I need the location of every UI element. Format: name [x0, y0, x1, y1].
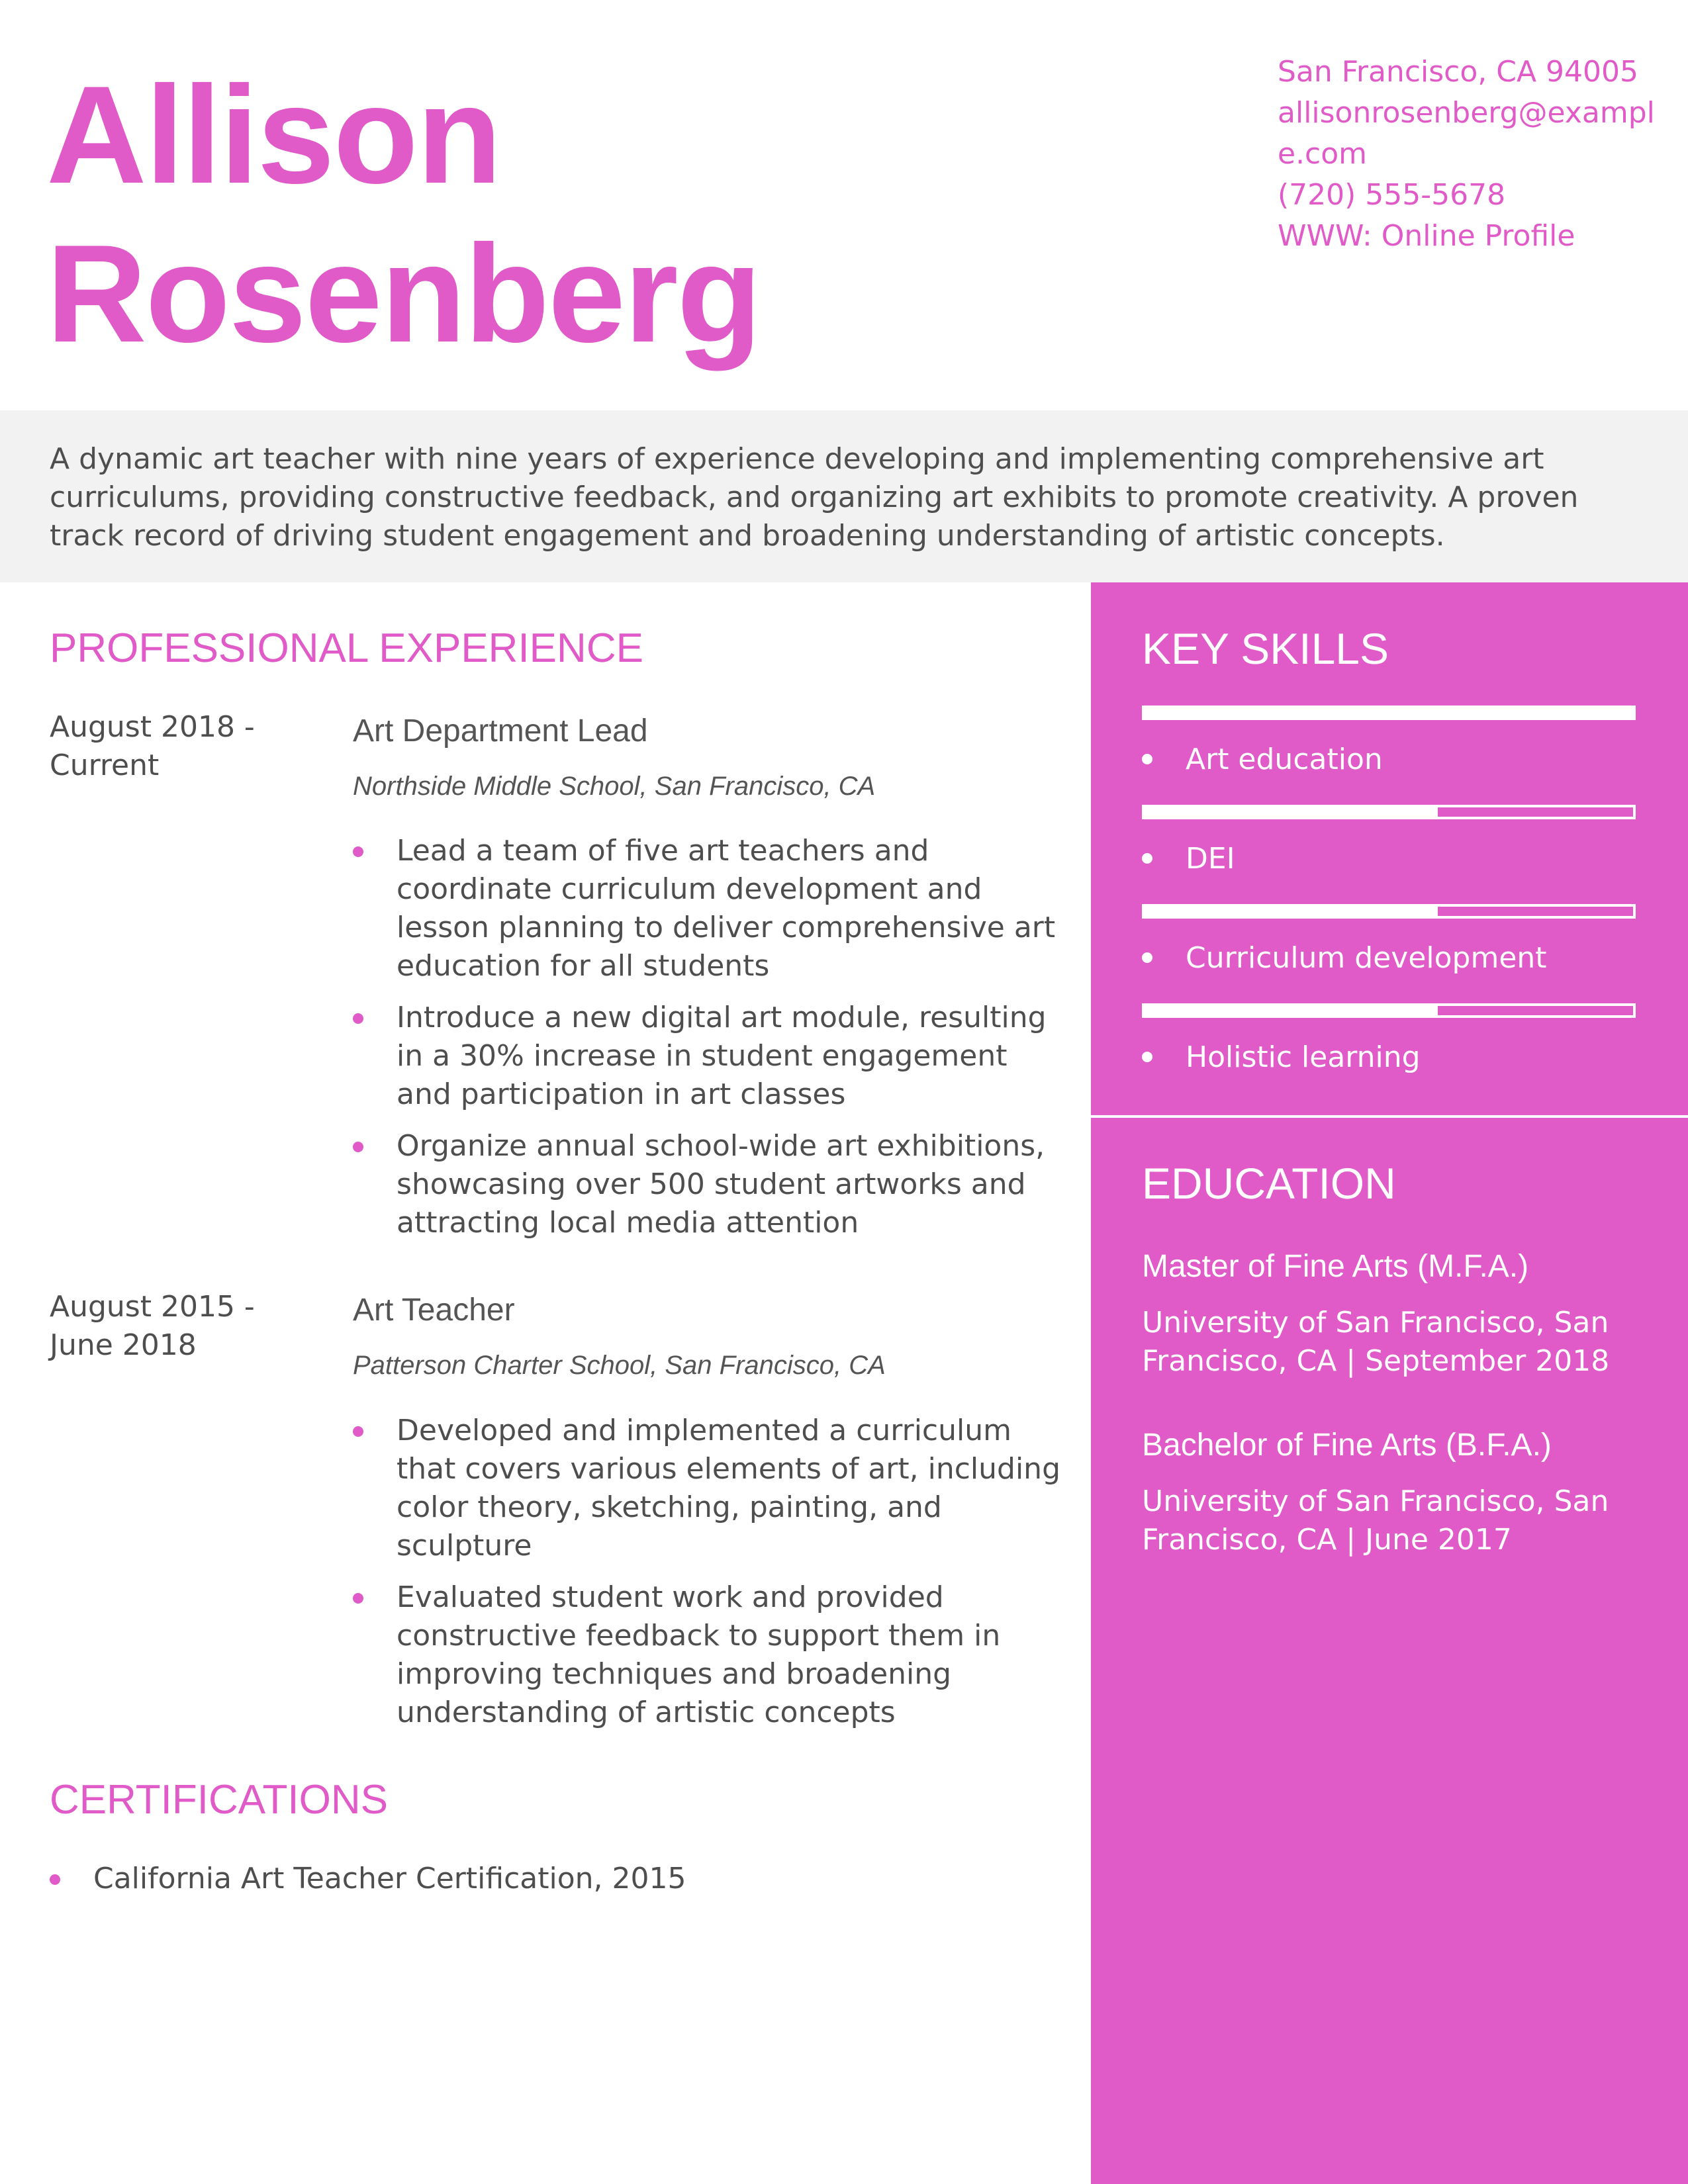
job-2-title: Art Teacher	[353, 1293, 515, 1328]
skill-bar-holistic-learning	[1142, 1003, 1636, 1018]
job-2-bullets	[353, 1412, 1061, 1745]
job-1-dates-end: Current	[50, 749, 160, 782]
skill-fill	[1145, 1006, 1438, 1015]
bullet-dot	[1142, 1052, 1152, 1062]
job-2-dates-start: August 2015 -	[50, 1290, 255, 1324]
job-2-dates	[50, 1288, 301, 1365]
skill-curriculum-development	[1142, 939, 1547, 978]
bullet-dot	[1142, 952, 1152, 963]
job-2-dates-end: June 2018	[50, 1328, 197, 1362]
degree-2: Bachelor of Fine Arts (B.F.A.)	[1142, 1428, 1552, 1463]
contact-email-part2: e.com	[1278, 137, 1368, 171]
degree-1-school: University of San Francisco, San Francisco, CA | September 2018	[1142, 1306, 1610, 1378]
skill-bar-art-education	[1142, 705, 1636, 720]
bullet-dot	[353, 846, 363, 857]
contact-block	[1278, 52, 1662, 257]
skill-holistic-learning	[1142, 1038, 1421, 1077]
bullet-dot	[353, 1593, 363, 1604]
job-1-bullets	[353, 832, 1061, 1255]
skill-bar-dei	[1142, 805, 1636, 819]
job-1-dates	[50, 708, 301, 785]
first-name: Allison	[46, 57, 501, 212]
skill-fill	[1145, 708, 1633, 717]
skill-fill	[1145, 907, 1438, 916]
bullet-text: Organize annual school-wide art exhibitions, showcasing over 500 student artworks and attracting local media attention	[397, 1129, 1045, 1240]
list-item	[353, 1578, 1061, 1732]
bullet-text: California Art Teacher Certification, 2015	[93, 1862, 686, 1895]
skill-fill	[1145, 807, 1438, 817]
contact-email-part1: allisonrosenberg@exampl	[1278, 96, 1655, 130]
skill-art-education	[1142, 741, 1383, 779]
bullet-text: Evaluated student work and provided constructive feedback to support them in improving techniques and broadening understanding of artistic concepts	[397, 1580, 1001, 1729]
contact-phone: (720) 555-5678	[1278, 178, 1506, 212]
sidebar	[1091, 582, 1688, 2184]
summary-text: A dynamic art teacher with nine years of experience developing and implementing comprehensive art curriculums, providing constructive feedback, and organizing art exhibits to promote creativity. A proven track record of driving student engagement and broadening understanding of artistic concepts.	[50, 442, 1579, 553]
skill-label: Holistic learning	[1186, 1040, 1421, 1074]
certifications-title: CERTIFICATIONS	[50, 1777, 388, 1823]
job-1-title: Art Department Lead	[353, 713, 648, 749]
bullet-dot	[1142, 754, 1152, 764]
bullet-dot	[353, 1013, 363, 1024]
contact-website[interactable]: WWW: Online Profile	[1278, 219, 1575, 253]
job-2-company: Patterson Charter School, San Francisco, CA	[353, 1351, 886, 1380]
bullet-text: Lead a team of five art teachers and coordinate curriculum development and lesson planning to deliver comprehensive art education for all students	[397, 834, 1056, 983]
degree-2-school: University of San Francisco, San Francisco, CA | June 2017	[1142, 1484, 1609, 1557]
bullet-dot	[353, 1142, 363, 1152]
bullet-text: Developed and implemented a curriculum that covers various elements of art, including color theory, sketching, painting, and sculpture	[397, 1414, 1060, 1563]
bullet-text: Introduce a new digital art module, resulting in a 30% increase in student engagement and participation in art classes	[397, 1001, 1047, 1111]
skill-bar-curriculum-development	[1142, 904, 1636, 919]
job-1-dates-start: August 2018 -	[50, 710, 255, 744]
list-item	[50, 1860, 976, 1898]
skill-dei	[1142, 840, 1235, 878]
education-title: EDUCATION	[1142, 1159, 1396, 1208]
bullet-dot	[50, 1874, 60, 1885]
certifications-list	[50, 1860, 976, 1911]
bullet-dot	[353, 1426, 363, 1437]
skills-title: KEY SKILLS	[1142, 624, 1389, 673]
degree-1: Master of Fine Arts (M.F.A.)	[1142, 1249, 1529, 1284]
list-item	[353, 1412, 1061, 1565]
last-name: Rosenberg	[46, 216, 761, 371]
list-item	[353, 832, 1061, 985]
contact-location: San Francisco, CA 94005	[1278, 55, 1639, 89]
list-item	[353, 1127, 1061, 1242]
bullet-dot	[1142, 853, 1152, 864]
list-item	[353, 999, 1061, 1114]
skill-label: Art education	[1186, 743, 1383, 776]
skill-label: DEI	[1186, 842, 1235, 876]
contact-email[interactable]	[1278, 93, 1662, 175]
sidebar-divider	[1091, 1115, 1688, 1118]
experience-title: PROFESSIONAL EXPERIENCE	[50, 625, 643, 671]
skill-label: Curriculum development	[1186, 941, 1547, 975]
job-1-company: Northside Middle School, San Francisco, CA	[353, 772, 876, 801]
